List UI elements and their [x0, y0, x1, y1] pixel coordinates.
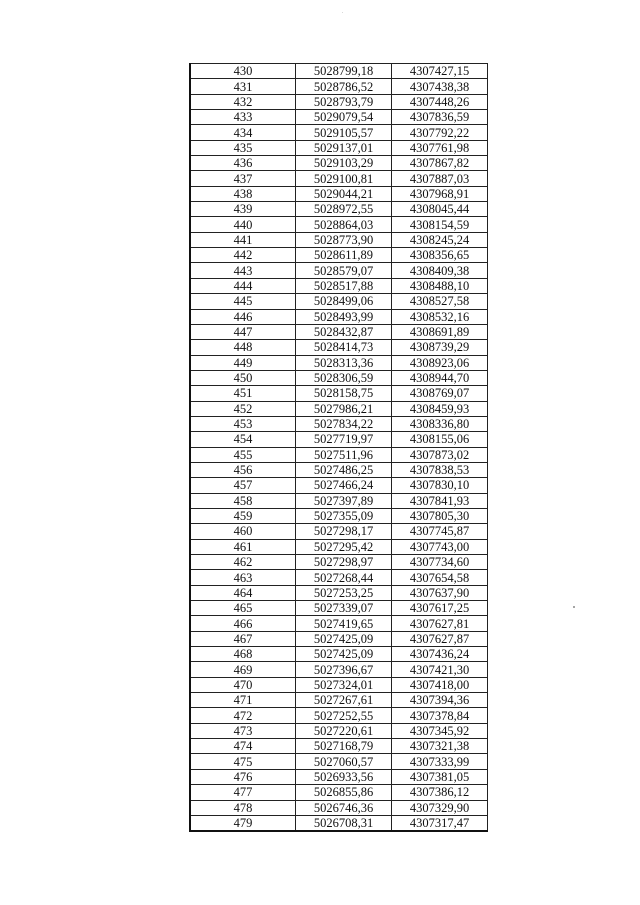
y-coordinate-cell: 4307734,60	[392, 555, 488, 570]
x-coordinate-cell: 5028414,73	[296, 340, 392, 355]
point-number-cell: 450	[190, 370, 296, 385]
x-coordinate-cell: 5028432,87	[296, 324, 392, 339]
table-row	[190, 386, 488, 401]
x-coordinate-cell: 5027220,61	[296, 723, 392, 738]
y-coordinate-cell: 4307438,38	[392, 79, 488, 94]
point-number-cell: 438	[190, 186, 296, 201]
x-coordinate-cell: 5027486,25	[296, 462, 392, 477]
point-number-cell: 467	[190, 631, 296, 646]
table-row	[190, 524, 488, 539]
y-coordinate-cell: 4308336,80	[392, 416, 488, 431]
point-number-cell: 433	[190, 110, 296, 125]
x-coordinate-cell: 5027298,17	[296, 524, 392, 539]
point-number-cell: 430	[190, 64, 296, 79]
table-row	[190, 616, 488, 631]
table-row	[190, 570, 488, 585]
point-number-cell: 435	[190, 140, 296, 155]
table-row	[190, 171, 488, 186]
y-coordinate-cell: 4307968,91	[392, 186, 488, 201]
point-number-cell: 455	[190, 447, 296, 462]
x-coordinate-cell: 5027425,09	[296, 647, 392, 662]
point-number-cell: 432	[190, 94, 296, 109]
point-number-cell: 478	[190, 800, 296, 815]
x-coordinate-cell: 5029044,21	[296, 186, 392, 201]
table-row	[190, 723, 488, 738]
table-row	[190, 278, 488, 293]
y-coordinate-cell: 4307617,25	[392, 601, 488, 616]
point-number-cell: 446	[190, 309, 296, 324]
y-coordinate-cell: 4307394,36	[392, 693, 488, 708]
table-row	[190, 263, 488, 278]
x-coordinate-cell: 5028786,52	[296, 79, 392, 94]
y-coordinate-cell: 4308488,10	[392, 278, 488, 293]
point-number-cell: 472	[190, 708, 296, 723]
y-coordinate-cell: 4308944,70	[392, 370, 488, 385]
y-coordinate-cell: 4307333,99	[392, 754, 488, 769]
x-coordinate-cell: 5029105,57	[296, 125, 392, 140]
point-number-cell: 470	[190, 677, 296, 692]
table-row	[190, 156, 488, 171]
table-row	[190, 64, 488, 79]
x-coordinate-cell: 5027339,07	[296, 601, 392, 616]
point-number-cell: 449	[190, 355, 296, 370]
point-number-cell: 458	[190, 493, 296, 508]
x-coordinate-cell: 5027834,22	[296, 416, 392, 431]
point-number-cell: 469	[190, 662, 296, 677]
y-coordinate-cell: 4307378,84	[392, 708, 488, 723]
x-coordinate-cell: 5028306,59	[296, 370, 392, 385]
x-coordinate-cell: 5028773,90	[296, 232, 392, 247]
y-coordinate-cell: 4307745,87	[392, 524, 488, 539]
table-row	[190, 186, 488, 201]
point-number-cell: 445	[190, 294, 296, 309]
point-number-cell: 447	[190, 324, 296, 339]
table-row	[190, 248, 488, 263]
x-coordinate-cell: 5027168,79	[296, 739, 392, 754]
y-coordinate-cell: 4307841,93	[392, 493, 488, 508]
y-coordinate-cell: 4307421,30	[392, 662, 488, 677]
x-coordinate-cell: 5029103,29	[296, 156, 392, 171]
point-number-cell: 431	[190, 79, 296, 94]
point-number-cell: 437	[190, 171, 296, 186]
x-coordinate-cell: 5028864,03	[296, 217, 392, 232]
table-row	[190, 401, 488, 416]
table-row	[190, 462, 488, 477]
y-coordinate-cell: 4307427,15	[392, 64, 488, 79]
y-coordinate-cell: 4308154,59	[392, 217, 488, 232]
x-coordinate-cell: 5028799,18	[296, 64, 392, 79]
scan-speck	[342, 12, 343, 13]
table-row	[190, 693, 488, 708]
table-row	[190, 478, 488, 493]
y-coordinate-cell: 4307792,22	[392, 125, 488, 140]
table-row	[190, 677, 488, 692]
point-number-cell: 459	[190, 508, 296, 523]
coordinates-table	[189, 63, 488, 832]
point-number-cell: 453	[190, 416, 296, 431]
table-row	[190, 432, 488, 447]
coordinates-table-body	[190, 64, 488, 832]
table-row	[190, 800, 488, 815]
x-coordinate-cell: 5026746,36	[296, 800, 392, 815]
y-coordinate-cell: 4308459,93	[392, 401, 488, 416]
x-coordinate-cell: 5029079,54	[296, 110, 392, 125]
table-row	[190, 708, 488, 723]
y-coordinate-cell: 4308923,06	[392, 355, 488, 370]
x-coordinate-cell: 5027419,65	[296, 616, 392, 631]
x-coordinate-cell: 5027396,67	[296, 662, 392, 677]
x-coordinate-cell: 5027268,44	[296, 570, 392, 585]
point-number-cell: 465	[190, 601, 296, 616]
y-coordinate-cell: 4308045,44	[392, 202, 488, 217]
y-coordinate-cell: 4307805,30	[392, 508, 488, 523]
x-coordinate-cell: 5028611,89	[296, 248, 392, 263]
y-coordinate-cell: 4308409,38	[392, 263, 488, 278]
point-number-cell: 451	[190, 386, 296, 401]
table-row	[190, 647, 488, 662]
y-coordinate-cell: 4308739,29	[392, 340, 488, 355]
point-number-cell: 477	[190, 785, 296, 800]
table-row	[190, 493, 488, 508]
table-row	[190, 739, 488, 754]
x-coordinate-cell: 5028517,88	[296, 278, 392, 293]
table-row	[190, 416, 488, 431]
table-row	[190, 79, 488, 94]
x-coordinate-cell: 5026708,31	[296, 815, 392, 831]
x-coordinate-cell: 5028499,06	[296, 294, 392, 309]
point-number-cell: 468	[190, 647, 296, 662]
x-coordinate-cell: 5026933,56	[296, 769, 392, 784]
y-coordinate-cell: 4308691,89	[392, 324, 488, 339]
table-row	[190, 294, 488, 309]
x-coordinate-cell: 5028158,75	[296, 386, 392, 401]
table-row	[190, 815, 488, 831]
point-number-cell: 471	[190, 693, 296, 708]
point-number-cell: 476	[190, 769, 296, 784]
point-number-cell: 456	[190, 462, 296, 477]
point-number-cell: 463	[190, 570, 296, 585]
x-coordinate-cell: 5027252,55	[296, 708, 392, 723]
x-coordinate-cell: 5028313,36	[296, 355, 392, 370]
table-row	[190, 202, 488, 217]
table-row	[190, 140, 488, 155]
point-number-cell: 441	[190, 232, 296, 247]
x-coordinate-cell: 5028579,07	[296, 263, 392, 278]
x-coordinate-cell: 5027298,97	[296, 555, 392, 570]
table-row	[190, 754, 488, 769]
table-row	[190, 355, 488, 370]
x-coordinate-cell: 5027466,24	[296, 478, 392, 493]
point-number-cell: 464	[190, 585, 296, 600]
y-coordinate-cell: 4308356,65	[392, 248, 488, 263]
y-coordinate-cell: 4307386,12	[392, 785, 488, 800]
y-coordinate-cell: 4307836,59	[392, 110, 488, 125]
y-coordinate-cell: 4307873,02	[392, 447, 488, 462]
table-row	[190, 232, 488, 247]
y-coordinate-cell: 4307345,92	[392, 723, 488, 738]
table-row	[190, 508, 488, 523]
point-number-cell: 479	[190, 815, 296, 831]
table-row	[190, 324, 488, 339]
table-row	[190, 94, 488, 109]
y-coordinate-cell: 4308527,58	[392, 294, 488, 309]
point-number-cell: 436	[190, 156, 296, 171]
x-coordinate-cell: 5028793,79	[296, 94, 392, 109]
table-row	[190, 585, 488, 600]
table-row	[190, 447, 488, 462]
point-number-cell: 461	[190, 539, 296, 554]
x-coordinate-cell: 5029100,81	[296, 171, 392, 186]
point-number-cell: 443	[190, 263, 296, 278]
x-coordinate-cell: 5028972,55	[296, 202, 392, 217]
point-number-cell: 460	[190, 524, 296, 539]
y-coordinate-cell: 4307867,82	[392, 156, 488, 171]
y-coordinate-cell: 4307381,05	[392, 769, 488, 784]
x-coordinate-cell: 5027253,25	[296, 585, 392, 600]
y-coordinate-cell: 4308155,06	[392, 432, 488, 447]
point-number-cell: 454	[190, 432, 296, 447]
y-coordinate-cell: 4308769,07	[392, 386, 488, 401]
table-row	[190, 769, 488, 784]
x-coordinate-cell: 5027060,57	[296, 754, 392, 769]
point-number-cell: 457	[190, 478, 296, 493]
x-coordinate-cell: 5029137,01	[296, 140, 392, 155]
x-coordinate-cell: 5027511,96	[296, 447, 392, 462]
x-coordinate-cell: 5027295,42	[296, 539, 392, 554]
y-coordinate-cell: 4307317,47	[392, 815, 488, 831]
point-number-cell: 452	[190, 401, 296, 416]
y-coordinate-cell: 4307838,53	[392, 462, 488, 477]
x-coordinate-cell: 5028493,99	[296, 309, 392, 324]
y-coordinate-cell: 4307654,58	[392, 570, 488, 585]
y-coordinate-cell: 4307627,81	[392, 616, 488, 631]
table-row	[190, 662, 488, 677]
y-coordinate-cell: 4307436,24	[392, 647, 488, 662]
point-number-cell: 442	[190, 248, 296, 263]
y-coordinate-cell: 4307418,00	[392, 677, 488, 692]
point-number-cell: 466	[190, 616, 296, 631]
y-coordinate-cell: 4307743,00	[392, 539, 488, 554]
x-coordinate-cell: 5026855,86	[296, 785, 392, 800]
table-row	[190, 555, 488, 570]
y-coordinate-cell: 4307761,98	[392, 140, 488, 155]
point-number-cell: 474	[190, 739, 296, 754]
point-number-cell: 473	[190, 723, 296, 738]
point-number-cell: 462	[190, 555, 296, 570]
x-coordinate-cell: 5027425,09	[296, 631, 392, 646]
point-number-cell: 440	[190, 217, 296, 232]
table-row	[190, 785, 488, 800]
point-number-cell: 475	[190, 754, 296, 769]
point-number-cell: 434	[190, 125, 296, 140]
table-row	[190, 370, 488, 385]
y-coordinate-cell: 4307887,03	[392, 171, 488, 186]
table-row	[190, 125, 488, 140]
point-number-cell: 439	[190, 202, 296, 217]
table-row	[190, 217, 488, 232]
x-coordinate-cell: 5027986,21	[296, 401, 392, 416]
x-coordinate-cell: 5027267,61	[296, 693, 392, 708]
table-row	[190, 631, 488, 646]
point-number-cell: 444	[190, 278, 296, 293]
x-coordinate-cell: 5027397,89	[296, 493, 392, 508]
point-number-cell: 448	[190, 340, 296, 355]
table-row	[190, 340, 488, 355]
y-coordinate-cell: 4308532,16	[392, 309, 488, 324]
y-coordinate-cell: 4307637,90	[392, 585, 488, 600]
table-row	[190, 110, 488, 125]
table-row	[190, 309, 488, 324]
scan-speck	[573, 606, 575, 608]
y-coordinate-cell: 4308245,24	[392, 232, 488, 247]
y-coordinate-cell: 4307448,26	[392, 94, 488, 109]
table-row	[190, 539, 488, 554]
y-coordinate-cell: 4307627,87	[392, 631, 488, 646]
y-coordinate-cell: 4307329,90	[392, 800, 488, 815]
y-coordinate-cell: 4307830,10	[392, 478, 488, 493]
x-coordinate-cell: 5027324,01	[296, 677, 392, 692]
table-row	[190, 601, 488, 616]
x-coordinate-cell: 5027719,97	[296, 432, 392, 447]
x-coordinate-cell: 5027355,09	[296, 508, 392, 523]
y-coordinate-cell: 4307321,38	[392, 739, 488, 754]
